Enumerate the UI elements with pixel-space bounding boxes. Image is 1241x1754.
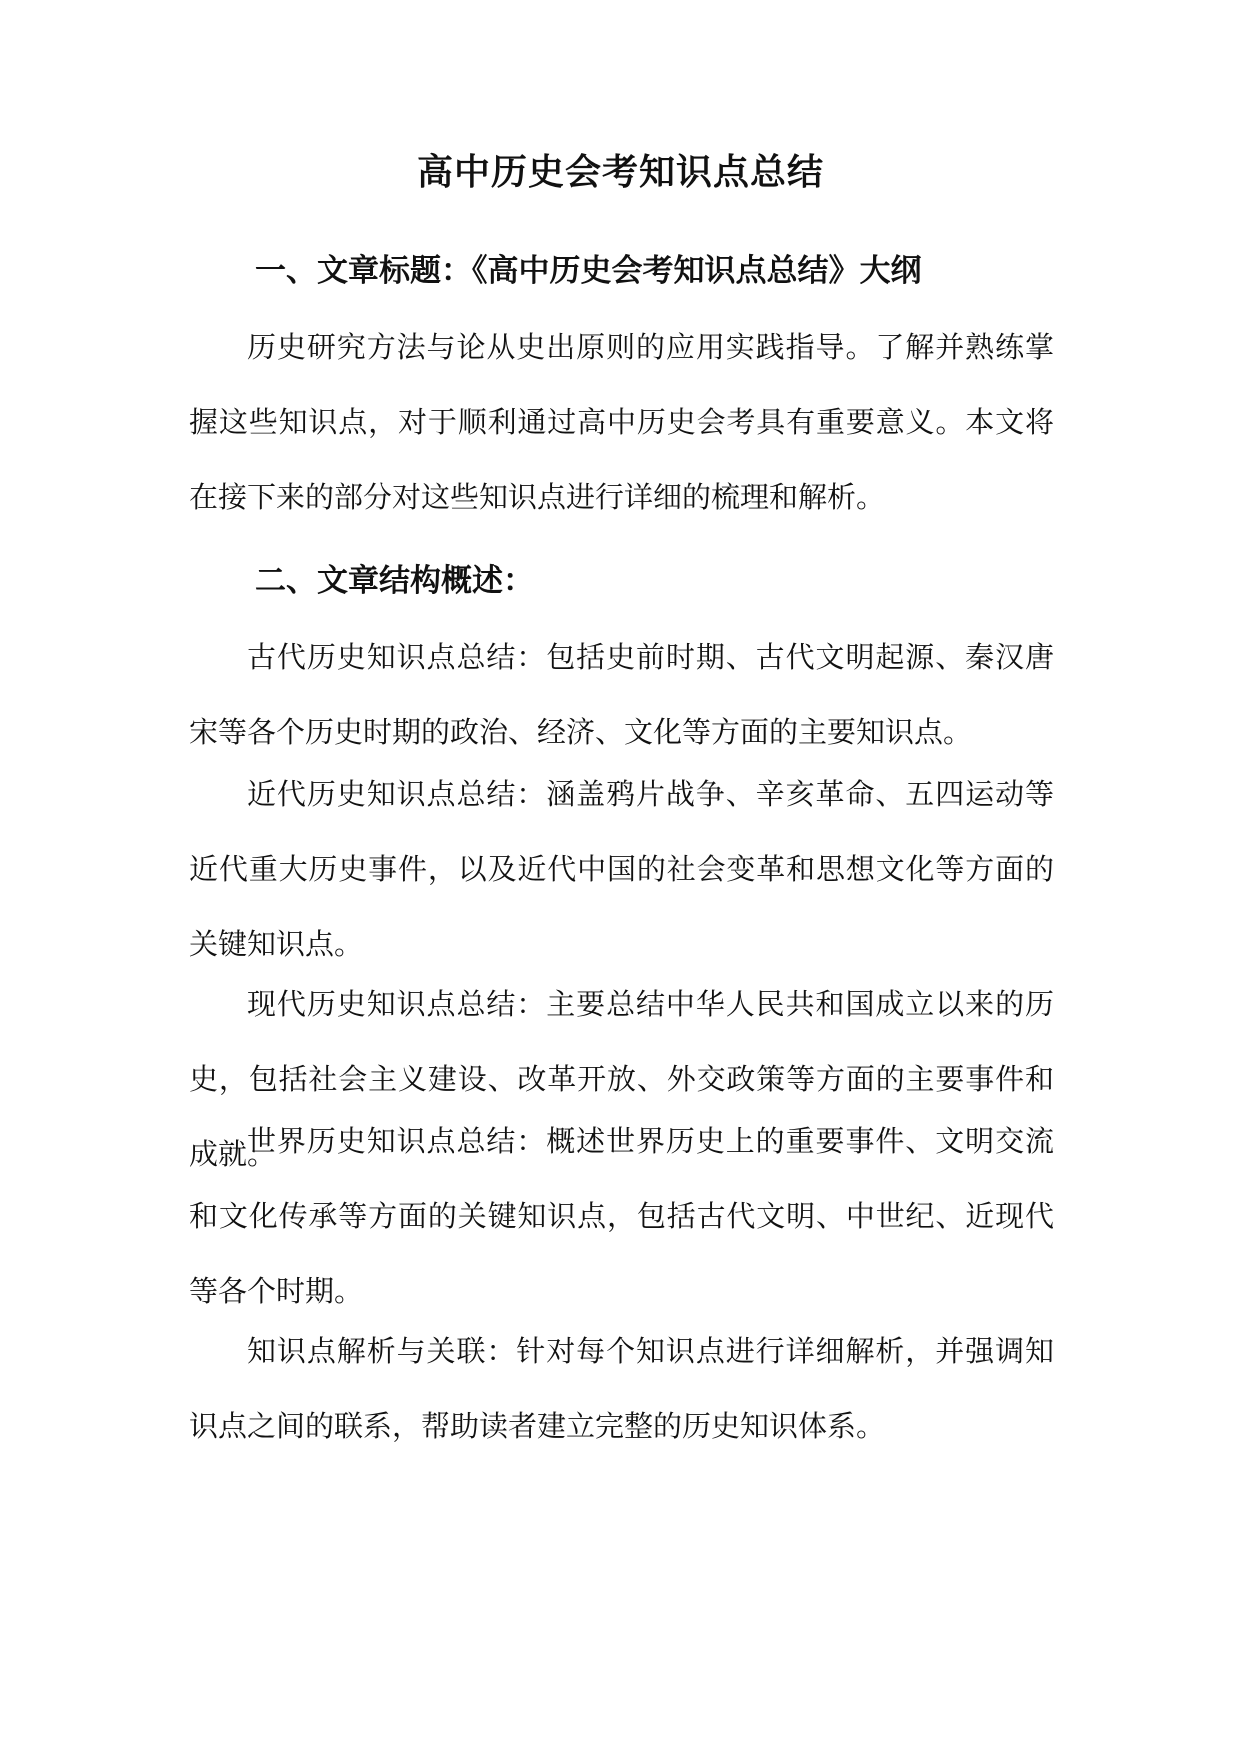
paragraph-contemporary-history: 现代历史知识点总结：主要总结中华人民共和国成立以来的历史，包括社会主义建设、改革开放、外交政策等方面的主要事件和成就。: [189, 987, 1054, 1171]
section-heading-outline: 一、文章标题：《高中历史会考知识点总结》大纲: [255, 253, 922, 289]
paragraph-intro: 历史研究方法与论从史出原则的应用实践指导。了解并熟练掌握这些知识点，对于顺利通过高中历史会考具有重要意义。本文将在接下来的部分对这些知识点进行详细的梳理和解析。: [189, 330, 1054, 514]
paragraph-modern-history: 近代历史知识点总结：涵盖鸦片战争、辛亥革命、五四运动等近代重大历史事件，以及近代中国的社会变革和思想文化等方面的关键知识点。: [189, 777, 1054, 961]
paragraph-ancient-history: 古代历史知识点总结：包括史前时期、古代文明起源、秦汉唐宋等各个历史时期的政治、经济、文化等方面的主要知识点。: [189, 640, 1054, 749]
paragraph-analysis: 知识点解析与关联：针对每个知识点进行详细解析，并强调知识点之间的联系，帮助读者建立完整的历史知识体系。: [189, 1334, 1054, 1443]
paragraph-world-history: 世界历史知识点总结：概述世界历史上的重要事件、文明交流和文化传承等方面的关键知识点，包括古代文明、中世纪、近现代等各个时期。: [189, 1124, 1054, 1308]
document-title: 高中历史会考知识点总结: [416, 152, 824, 193]
section-heading-structure: 二、文章结构概述：: [255, 563, 534, 599]
